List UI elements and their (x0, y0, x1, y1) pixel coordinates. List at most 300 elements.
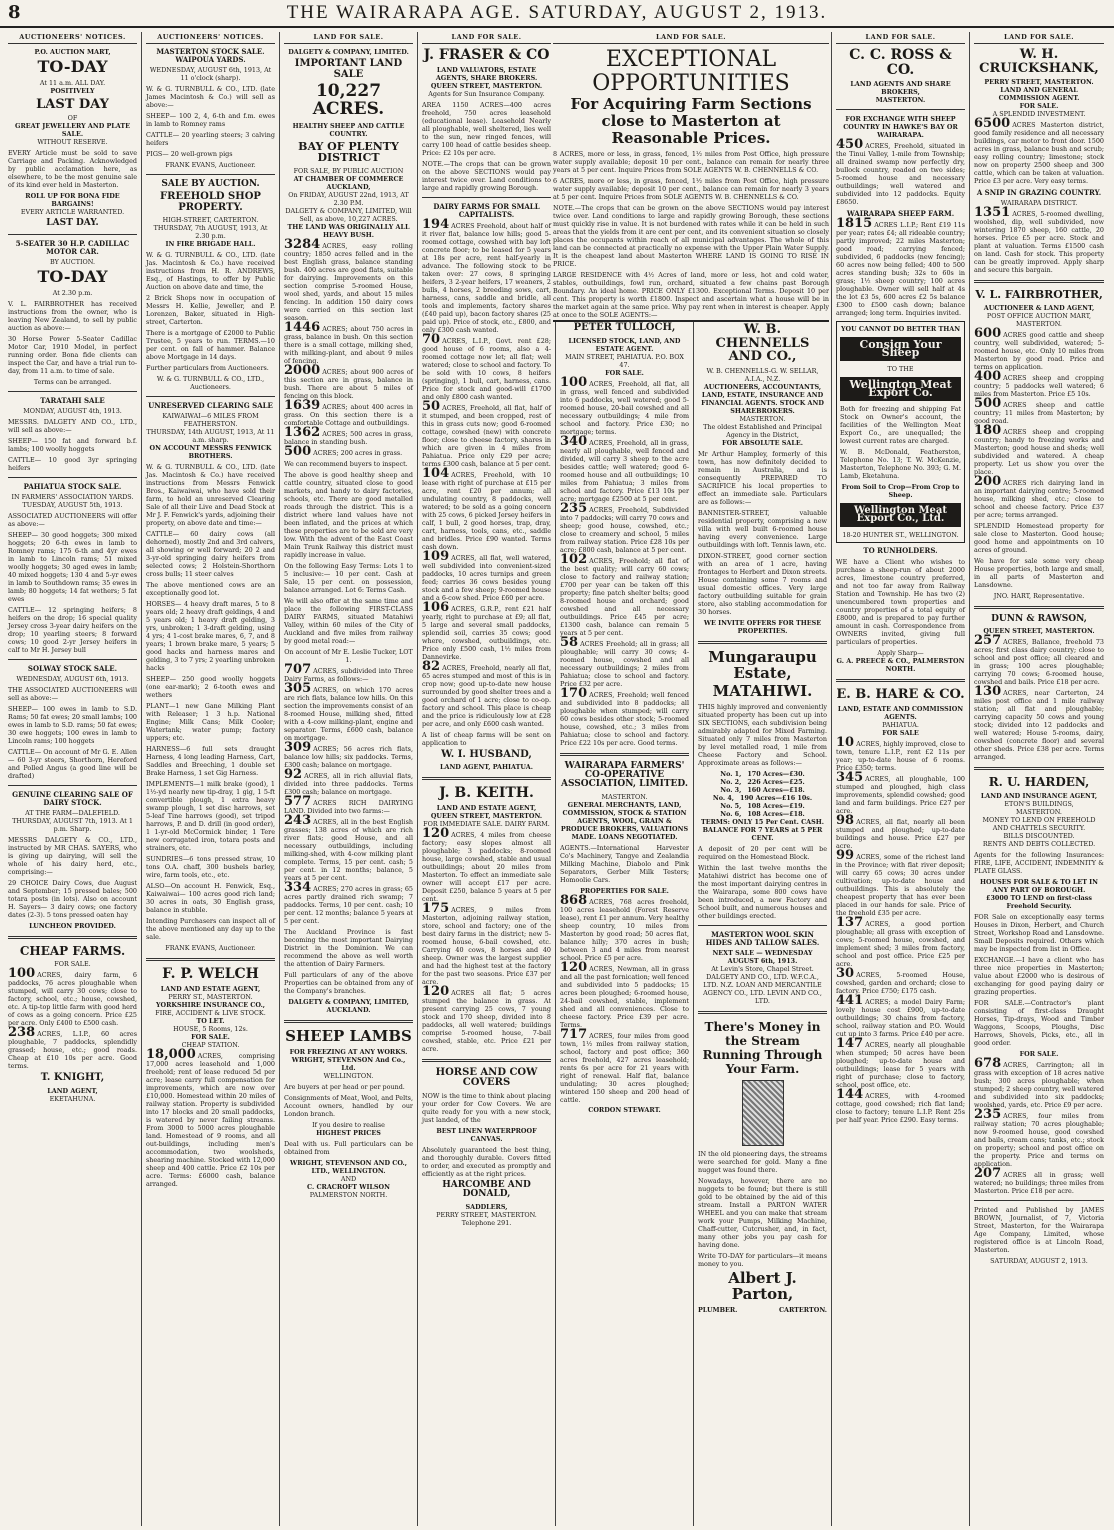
ad-body: NOTE.—The crops that can be grown on the above SECTIONS would pay interest twice over. Land conditions to large and rapidly growing Borough. (422, 159, 551, 192)
listing-text: ACRES, L.I.P., Govt. rent £28; good house of 6 rooms, also a 4-roomed cottage now let; all flat; well watered; close to school and factory. To be sold with 10 cows, 8 heifers (springing), 1 bull, cart, harness, cans. Price for stock and good-will £1700 and only £800 cash wanted. (422, 336, 551, 401)
listing (836, 993, 965, 1039)
ad-body: EVERY Article must be sold to save Carriage and Packing. Acknowledged by public acclamation here, as elsewhere, to be the most genuine sale of its kind ever held in Masterton. (8, 149, 137, 190)
listing (422, 658, 551, 728)
ad-footer (698, 1306, 827, 1314)
listing (284, 319, 413, 365)
acreage: 98 (836, 813, 855, 829)
acreage: 2000 (284, 362, 321, 378)
section-row (698, 810, 827, 818)
ad-heading: Albert J. Parton, (728, 1269, 797, 1303)
ad-body: W. & G. TURNBULL & CO., LTD. (late James Macintosh & Co.) will sell as above:— (146, 85, 275, 109)
ad-line: At Levin's Store, Chapel Street. (711, 965, 814, 974)
listing-text: ACRES, Freehold, all in grass, nearly all ploughable, well fenced and divided, will carry 3 sheep to the acre besides cattle; well watered; good 6-roomed house and all outbuildings; 10 miles from Pahiatua; 3 miles from school and factory. Price £13 10s per acre; mortgage £2500 at 5 per cent. (560, 438, 689, 503)
ad-line: IN FIRE BRIGADE HALL. (165, 240, 256, 249)
acreage: 70 (422, 331, 441, 347)
ad-line: AUCTIONEERS, ACCOUNTANTS, LAND, ESTATE, INSURANCE AND FINANCIAL AGENTS. STOCK AND SHAREBROKERS. (701, 382, 824, 415)
ad-line: WEDNESDAY, AUGUST 6th, 1913. (16, 674, 129, 683)
section-row (698, 778, 827, 786)
ad-body: Intending Purchasers can inspect all of the above mentioned any day up to the sale. (146, 917, 275, 942)
ad-line: LAND AGENTS AND SHARE BROKERS, (850, 80, 951, 97)
ad-heading: V. L. FAIRBROTHER, (975, 288, 1103, 302)
listings (560, 374, 689, 747)
ad-heading: R. U. HARDEN, (988, 775, 1090, 790)
listing (422, 331, 551, 401)
section-area-price: 170 Acres—£30. (747, 770, 805, 779)
acreage: 707 (284, 661, 312, 677)
wellington-meat-ad (836, 321, 965, 543)
ad-line: PLUMBER. (698, 1305, 738, 1314)
ad-body: AGENTS.—International Harvester Co's Machinery, Tangye and Zealandia Milking Machine, Diabolo and Pink Separators, Gerber Milk Testers; Homoolie Cars. (560, 843, 689, 884)
listing (422, 216, 551, 334)
listing (974, 633, 1104, 687)
listing (560, 551, 689, 637)
ad-body: 8 ACRES, more or less, in grass, fenced, 1½ miles from Post Office, high pressure water supply available; deposit 10 per cent., balance can remain for nearly three years at 5 per cent. Inquire Prices from SOLE AGENTS W. B. CHENNELLS & CO. (553, 150, 829, 174)
ad-heading: A SNIP IN GRAZING COUNTRY. (976, 188, 1102, 198)
acreage: 717 (560, 1026, 588, 1042)
ad-line: Apply Sharp— (877, 649, 924, 658)
ad-body: SUNDRIES—6 tons pressed straw, 10 tons O.A. chaff, 300 bushels barley, wire, farm tools, etc., etc. (146, 855, 275, 880)
listings (422, 825, 551, 1053)
ad-body: SHEEP— 250 good woolly hoggets (one ear-mark); 2 6-tooth ewes and wethers (146, 675, 275, 700)
listing-text: ACRES RICH DAIRYING LAND. Divided into two farms:— (284, 798, 413, 815)
listing-text: ACRES Freehold; all in grass; all ploughable; will carry 30 cows; 4-roomed house, cowshed and all necessary outbuildings; 2 miles from Pahiatua; close to school and factory. Price £32 per acre. (560, 639, 689, 688)
ad-line: QUEEN STREET, MASTERTON. (983, 627, 1095, 636)
ad-line: SADDLERS, (465, 1202, 508, 1211)
column-header: LAND FOR SALE. (422, 32, 551, 44)
acreage: 50 (422, 398, 441, 414)
ad-body: THIS highly improved and conveniently situated property has been cut up into SIX SECTIONS, each subdivision being admirably adapted for Mixed Farming. Situated only 7 miles from Masterton by level metalled road, 1 mile from Cheese Factory and School. Approximate areas as follows:— (698, 703, 827, 768)
listing-text: ACRES rich dairying land in an important dairying centre; 5-roomed house, milking shed, etc.; close to school and cheese factory. Price £37 per acre; terms arranged. (974, 478, 1104, 519)
ad-line: LAND, ESTATE AND COMMISSION AGENTS. (837, 705, 964, 722)
ad-heading: GENUINE CLEARING SALE OF DAIRY STOCK. (12, 789, 133, 807)
listing (836, 770, 965, 816)
ad-heading: MATAHIWI. (712, 682, 813, 701)
column-2 (142, 32, 280, 1526)
listings (560, 892, 689, 1104)
listing-text: ACRES; 270 acres in grass; 65 acres partly drained rich swamp; 7 paddocks. Terms, 10 per cent. cash; 10 per cent. 12 months; balance 5 years at 5 per cent. (284, 884, 413, 925)
ad-line: WAIRARAPA DISTRICT. (1000, 199, 1078, 208)
listing-text: ACRES, comprising 17,000 acres leasehold and 1,000 freehold; rent of lease reduced 5d per acre; lease carry full compensation for improvements, which are now over £10,000. Homestead within 20 miles of railway station. Property is subdivided into 17 blocks and 20 small paddocks, is watered by never failing streams. From 3000 to 5000 acres ploughable land. Homestead of 9 rooms, and all out-buildings, including men's accommodation, two woolsheds, shearing machine. Stocked with 12,000 sheep and 400 cattle. Price £2 10s per acre. Terms: £6000 cash, balance arranged. (146, 1052, 275, 1189)
divider (974, 280, 1104, 283)
ad-heading: IMPORTANT LAND SALE (294, 58, 403, 80)
listing-text: ACRES sheep and cropping country; 5 paddocks well watered; 6 miles from Masterton. Price £5 10s. (974, 373, 1104, 398)
listing-text: ACRES all in grass; well watered; no buildings; three miles from Masterton. Price £18 per acre. (974, 1170, 1104, 1195)
listing (560, 959, 689, 1029)
divider (8, 785, 137, 786)
column-3 (280, 32, 418, 1526)
ad-heading: J. FRASER & CO (423, 47, 550, 63)
ad-line: OF (67, 114, 78, 123)
ad-heading: CHEAP FARMS. (19, 943, 126, 958)
ad-heading: F. P. WELCH (162, 966, 259, 983)
ad-body: We can recommend buyers to inspect. (284, 459, 408, 468)
ad-heading: Wellington Meat Export Co., Ltd. (840, 503, 961, 527)
listing (422, 900, 551, 986)
ad-body: V. L. FAIRBROTHER has received instructions from the owner, who is leaving New Zealand, to sell by public auction as above:— (8, 299, 137, 332)
ad-line: BALANCE FOR 7 YEARS at 5 PER CENT. (702, 826, 823, 843)
divider (698, 1011, 827, 1014)
ad-body: LARGE RESIDENCE with 4½ Acres of land, more or less, hot and cold water, stables, outbuildings, fowl run, orchard, situated a few chains past Borough Boundary. An ideal home. PRICE ONLY £1300. Exceptional Terms. Deposit 10 per cent. This property is worth £1800. Inspect and ascertain what a house will be in the market again at the same price. Why pay rent when in interest is cheaper. Apply at once to the SOLE AGENTS:— (553, 271, 829, 319)
acreage: 100 (8, 966, 36, 982)
ad-body: The above is good healthy sheep and cattle country, situated close to good markets, and handy to dairy factories, schools, etc. There are good metalled roads through the district. This is a district where land values have not been inflated, and the prices at which these properties are to be sold are very low. With the advent of the East Coast Main Trunk Railway this district must rapidly increase in value. (284, 470, 413, 559)
listing (974, 325, 1104, 371)
listing (974, 116, 1104, 186)
acreage: 106 (422, 599, 450, 615)
ad-body: The Auckland Province is fast becoming the most important Dairying District in the Dominion. We can recommend the above as well worth the attention of Dairy Farmers. (284, 927, 413, 968)
ad-body: EXCHANGE.—I have a client who has three nice properties in Masterton; value about £2000 who is desirous of exchanging for good paying dairy or grazing properties. (974, 955, 1104, 996)
ad-heading: LAST DAY (36, 96, 109, 112)
ad-body: On the following Easy Terms: Lots 1 to 5 inclusive:— 10 per cent. Cash at Sale, 15 per cent. on possession, balance arranged. Lot 6: Terms Cash. (284, 561, 413, 594)
ad-heading: W. B. CHENNELLS AND CO., (715, 322, 810, 365)
listing-text: ACRES, four miles from good town, 1½ miles from railway station, school, factory and post office; 360 acres freehold, 427 acres leasehold; rents 6s per acre for 21 years with right of renewal. Half flat, balance undulating; 30 acres ploughed; wintered 150 sheep and 200 head of cattle. (560, 1031, 689, 1104)
listing (836, 813, 965, 851)
acreage: 600 (974, 325, 1002, 341)
acreage: 500 (284, 443, 312, 459)
ad-body: Absolutely guaranteed the best thing, and thoroughly durable. Covers fitted to order, and executed as promptly and efficiently as at the right prices. (422, 1145, 551, 1178)
ad-line: WRIGHT, STEVENSON And Co., Ltd. (291, 1055, 406, 1072)
ad-heading: MASTERTON STOCK SALE. WAIPOUA YARDS. (156, 47, 265, 64)
listing-text: ACRES, highly improved, close to town, tenure L.I.P., rent £2 11s per year; up-to-date house of 6 rooms. Price £350; terms. (836, 740, 965, 773)
listing (974, 368, 1104, 398)
ad-heading: T. KNIGHT, (40, 1072, 105, 1084)
acreage: 243 (284, 812, 312, 828)
column-header: AUCTIONEERS' NOTICES. (8, 32, 137, 44)
acreage: 235 (974, 1106, 1002, 1122)
ad-body: CATTLE— 12 springing heifers; 8 heifers on the drop; 16 special quality Jersey cross 3-year dairy heifers on the drop; 10 yearling steers; 8 forward cows; 10 good 2-yr Jersey heifers in calf to Mr H. Jersey bull (8, 605, 137, 654)
listing (284, 812, 413, 882)
ad-line: MAIN STREET, PAHIATUA. P.O. BOX 47. (565, 352, 684, 369)
listing (974, 1165, 1104, 1195)
listing-text: ACRES; about 400 acres in grass. On this section there is a comfortable Cottage and outbuildings. (284, 402, 413, 427)
ad-line: HOUSES FOR SALE & TO LET IN ANY PART OF BOROUGH. (979, 877, 1099, 894)
ad-body: AREA 1150 ACRES—400 acres freehold, 750 acres leasehold (educational lease). Leasehold Nearly all ploughable, well sheltered, lies well to the sun, new ringed fences, will carry 100 head of cattle besides sheep. Price: £2 10s per acre. (422, 100, 551, 157)
ad-body: CATTLE— 60 dairy cows (all dehorned), mostly 2nd and 3rd calvers, all showing or well forward; 20 2 and 3-yr-old springing dairy heifers from selected cows; 2 Holstein-Shorthorn cross bulls; 11 steer calves (146, 530, 275, 579)
listing (974, 1055, 1104, 1109)
divider (422, 197, 551, 198)
acreage: 175 (422, 900, 450, 916)
listing-text: ACRES, Freehold, nearly all flat, 65 acres stumped and most of this is in crop now; good up-to-date new house surrounded by good shelter trees and a good orchard of 1 acre; close to co-op. factory and school. This place is cheap and the price is ridiculously low at £28 per acre, and only £600 cash wanted. (422, 663, 551, 728)
section-number: No. 4, (712, 794, 734, 803)
ad-body: Full particulars of any of the above Properties can be obtained from any of the Company's branches. (284, 970, 413, 995)
listing (836, 915, 965, 969)
ad-line: From Soil to Crop—From Crop to Sheep. (841, 483, 960, 500)
acreage: 1362 (284, 424, 321, 440)
ad-line: EVERY ARTICLE WARRANTED. (20, 208, 125, 217)
listing-text: ACRES Masterton district, good family residence and all necessary buildings, car motor to front door. 1500 acres in grass, balance bush and scrub; easy rolling country; limestone; stock now on property 2500 sheep and 300 cattle, which can be taken at valuation. Price £3 per acre. Very easy terms. (974, 121, 1104, 186)
ad-line: TUESDAY, AUGUST 5th, 1913. (22, 500, 123, 509)
ad-line: 18-20 HUNTER ST., WELLINGTON. (842, 531, 959, 540)
acreage: 257 (974, 633, 1002, 649)
ad-line: AT CHAMBER OF COMMERCE AUCKLAND, (293, 174, 404, 191)
listing (974, 684, 1104, 762)
ad-line: FOR IMMEDIATE SALE. DAIRY FARM. (423, 819, 550, 828)
listing-text: ACRES, all flat, nearly all been stumped and ploughed; up-to-date buildings and house. Price £27 per acre. (836, 818, 965, 851)
ad-line: LUNCHEON PROVIDED. (29, 921, 116, 930)
figure-illustration (742, 1080, 784, 1146)
divider (422, 1059, 551, 1062)
listing-text: ACRES, Freehold, all flat, all in grass, well fenced and subdivided into 6 paddocks, well watered; good 5-roomed house, 20-bail cowshed and all necessary outbuildings; 4 mile from school and factory. Price £30; no mortgage; terms. (560, 379, 689, 436)
ad-line: FOR ABSOLUTE SALE. (722, 438, 803, 447)
acreage: 137 (836, 915, 864, 931)
divider (836, 679, 965, 682)
ad-body: SHEEP— 100 ewes in lamb to S.D. Rams; 50 fat ewes; 20 small lambs; 100 ewes in lamb to S.D. rams; 50 fat ewes; 30 ewe hoggets; 100 ewes in lamb to Lincoln rams; 100 hoggets (8, 704, 137, 745)
listing-text: ACRES L.I.P.; Rent £19 11s per year; rates £4; all rideable country; partly improved; 22 miles Masterton; good road; carrying fenced; subdivided, 6 paddocks (new fencing); 60 acres now being felled; 400 to 500 acres standing bush; 32s to 60s in grass; 1½ sheep country; 100 acres ploughable. Owner will sell half at 4s the lot £3 5s, 600 acres £2 5s balance £300 to £500 cash down; balance arranged; long term. Inquiries invited. (836, 221, 965, 318)
ad-body: ASSOCIATED AUCTIONEERS will offer as above:— (8, 511, 137, 528)
ad-heading: Consign Your Sheep (840, 337, 961, 361)
ad-heading: TO RUNHOLDERS. (863, 546, 938, 556)
ad-heading: TARATAHI SALE (40, 395, 105, 405)
ad-heading: W. H. CRUICKSHANK, (979, 47, 1099, 76)
listing (422, 548, 551, 602)
page-number: 8 (8, 2, 21, 23)
ad-heading: Wellington Meat Export Co. (840, 377, 961, 401)
ad-body: Are buyers at per head or per pound. (284, 1082, 405, 1091)
listing (560, 500, 689, 554)
ad-line: CARTERTON. (778, 1305, 827, 1314)
listing-text: ACRES; 200 acres in grass. (313, 448, 403, 457)
listing-text: ACRES; 500 acres in grass, balance in standing bush. (284, 429, 413, 446)
listing-text: ACRES, Freehold, Subdivided into 7 paddocks; will carry 70 cows and sheep; good house, cowshed, etc.; close to creamery and school, 5 miles from railway station. Price £28 10s per acre; £800 cash, balance at 5 per cent. (560, 505, 689, 554)
acreage: 82 (422, 658, 441, 674)
listing (836, 1087, 965, 1125)
divider (8, 234, 137, 235)
listing (836, 137, 965, 207)
section-number: No. 2, (720, 778, 742, 787)
acreage: 1351 (974, 205, 1011, 221)
acreage: 450 (836, 137, 864, 153)
listing (284, 739, 413, 769)
acreage: 577 (284, 793, 312, 809)
ad-line: FOR EXCHANGE WITH SHEEP COUNTRY IN HAWKE'S BAY OR WAIRARAPA. (843, 115, 958, 140)
ad-line: £3000 TO LEND on first-class Freehold Security. (986, 893, 1092, 910)
listing (974, 1106, 1104, 1168)
listing-text: ACRES, Freehold, with 10 lease with right of purchase at £15 per acre, rent £20 per annum; all undulating country, 8 paddocks, well watered; to be sold as a going concern with 25 cows, 6 picked Jersey heifers in calf, 1 bull, 2 good horses, trap, dray, cart, harness, tools, cans, etc., saddle and bridles. Price £90 wanted. Terms cash down. (422, 470, 551, 551)
section-area-price: 226 Acres—£25. (747, 778, 805, 787)
listing (284, 680, 413, 742)
ad-body: NOTE.—The crops that can be grown on the above SECTIONS would pay interest twice over. Land conditions to large and rapidly growing Borough, these sections must quickly rise in value. It is not burdened with rates while it can be held in such areas that the yields from it are cent per cent, and its convenient situation so closely places the occupants within reach of all municipal advantages. The whole of this land can be connected at practically no expense with the Upper Plain Water Supply. It is the cheapest land about Masterton WHERE LAND IS GOING TO RISE IN PRICE. (553, 204, 829, 268)
listing (422, 465, 551, 551)
listings (974, 325, 1104, 519)
column-7 (832, 32, 970, 1526)
ad-line: DALGETY & COMPANY, LIMITED. (288, 48, 409, 56)
listing (560, 634, 689, 688)
ad-body: IMPLEMENTS—1 milk brake (good), 1 1½-yd nearly new tip-dray, 1 gig, 1 5-ft convertible plough, 1 extra heavy swamp plough, 1 set disc harrows, set 5-leaf Tine harrows (good), set tripod harrows, P. and D. drill (in good order), 1 1-yr-old McCormick binder, 1 Tere new corrugated iron, totara posts and strainers, etc. (146, 780, 275, 853)
listing (146, 1047, 275, 1189)
ad-body: SPLENDID Homestead property for sale close to Masterton. Good house; good home and appointments on 10 acres of ground. (974, 521, 1104, 554)
ad-line: POSITIVELY (50, 86, 95, 95)
listing (836, 216, 965, 318)
ad-line: RENTS AND DEBTS COLLECTED. (982, 839, 1096, 848)
ad-body: THE ASSOCIATED AUCTIONEERS will sell as above:— (8, 685, 137, 702)
ad-line: HIGHEST PRICES (316, 1128, 381, 1137)
ad-line: LAND AGENT, (47, 1086, 98, 1095)
listing-text: ACRES, 5-roomed House, cowshed, garden and orchard; close to factory. Price £750; £175 cash. (836, 971, 965, 996)
ad-line: WE INVITE OFFERS FOR THESE PROPERTIES. (703, 618, 822, 635)
listing (284, 766, 413, 796)
listing-text: ACRES, Freehold; all flat of the best quality; will carry 60 cows; close to factory and railway station; £700 per year can be taken off this property; fine patch shelter belts; good 8-roomed house and orchard; good cowshed and all necessary outbuildings. Price £45 per acre; £1300 cash, balance can remain 5 years at 5 per cent. (560, 556, 689, 637)
listing-text: ACRES, 9 miles from Masterton, adjoining railway station, store, school and factory; one of the best dairy farms in the district; new 5-roomed house, 6-bail cowshed, etc. Carrying 40 cows, 8 horses and 40 sheep. Owner was the largest supplier and had the highest test at the factory for the past two seasons. Price £37 per acre. (422, 905, 551, 986)
ad-body: FOR SALE.—Contractor's plant consisting of first-class Draught Horses, Tip-drays, Wood and Timber Waggons, Scoops, Ploughs, Disc Harrows, Shovels, Picks, etc., all in good order. (974, 998, 1104, 1047)
section-number: No. 1, (720, 770, 742, 779)
ad-line: BY AUCTION. (50, 257, 95, 266)
column-1 (4, 32, 142, 1526)
ad-heading: TO-DAY (37, 266, 108, 286)
ad-line: FOR SALE. (605, 368, 644, 377)
listing-text: ACRES, with 4-roomed cottage, good cowshed; rich flat land; close to factory; tenure L.I.P. Rent 25s per half year. Price £290. Easy terms. (836, 1092, 965, 1125)
listings (974, 116, 1104, 186)
column-header: AUCTIONEERS' NOTICES. (146, 32, 275, 44)
ad-line: MASTERTON. (739, 414, 786, 423)
listing-text: ACRES, 768 acres freehold, 100 acres leasehold (Forest Reserve lease), rent £1 per annum. Very healthy sheep country, 10 miles from Masterton by good road; 50 acres flat, balance hilly; 370 acres in bush; between 3 and 4 miles from nearest school. Price £5 per acre. (560, 897, 689, 962)
ad-line: On FRIDAY, AUGUST 22nd, 1913, AT 2.30 P.M. (288, 190, 409, 207)
listing-text: ACRES; a model Dairy Farm; lovely house cost £900, up-to-date outbuildings; 30 chains from factory, school, railway station and P.O. Would cut up into 3 farms. Price £40 per acre. (836, 998, 965, 1039)
listings (974, 205, 1104, 275)
ad-line: THURSDAY, 14th AUGUST, 1913, At 11 a.m. sharp. (146, 428, 275, 445)
acreage: 200 (974, 473, 1002, 489)
ad-body: W. B. McDonald, Featherston, Telephone No. 13; T. W. McKenzie, Masterton, Telephone No. 393; G. M. Lamb, Eketahuna. (840, 448, 961, 481)
listing-text: ACRES, dairy farm, 6 paddocks, 76 acres ploughable when stumped, will carry 30 cows; close to factory, school, etc.; house, cowshed, etc. A tip-top little farm with good herd of cows as a going concern. Price £25 per acre. Only £400 to £500 cash. (8, 971, 137, 1028)
ad-body: 6 ACRES, more or less, in grass, fenced, 1½ miles from Post Office, high pressure water supply available; deposit 10 per cent., balance can remain for nearly 3 years at 5 per cent. Inquire Prices from SOLE AGENTS W. B. CHENNELLS & CO. (553, 177, 829, 201)
listing (560, 685, 689, 747)
column-header: LAND FOR SALE. (974, 32, 1104, 44)
listing-text: ACRES, easy rolling country; 1850 acres felled and in the best English grass, balance standing bush. 400 acres are good flats, suitable for dairying. Improvements on this section comprise 5-roomed House, wool shed, yards, and about 15 miles fencing. In addition 150 dairy cows were carried on this section last season. (284, 241, 413, 322)
listing-text: ACRES, G.R.P., rent £21 half yearly, right to purchase at £9; all flat, 5 large and several small paddocks, splendid soil, carries 35 cows; good where, cowshed, outbuildings, etc. Price only £500 cash, 1½ miles from Dannevirke. (422, 604, 551, 661)
ad-line: FIRE, ACCIDENT & LIVE STOCK. (155, 1009, 266, 1018)
listing (974, 205, 1104, 275)
ad-body: We have for sale some very cheap House properties, both large and small, in all parts of Masterton and Lansdowne. (974, 556, 1104, 589)
ad-line: FOR SALE. (54, 960, 91, 969)
acreage: 92 (284, 766, 303, 782)
divider (422, 777, 551, 780)
column-4 (418, 32, 556, 1526)
ad-line: FOR SALE. (1019, 102, 1059, 111)
acreage: 58 (560, 634, 579, 650)
acreage: 104 (422, 465, 450, 481)
ad-line: WRIGHT, STEVENSON AND CO., LTD., WELLINGTON. (290, 1158, 407, 1175)
ad-heading: TO-DAY (37, 57, 108, 76)
ad-line: PERRY STREET, MASTERTON. (436, 1210, 537, 1219)
ad-line: PALMERSTON NORTH. (309, 1190, 388, 1199)
acreage: 334 (284, 879, 312, 895)
divider (146, 958, 275, 961)
listing-text: ACRES; about 900 acres of this section are in grass, balance in bush. There are about 5 miles of fencing on this block. (284, 367, 413, 400)
ad-body: MESSRS DALGETY & CO., LTD., instructed by MR CHAS. SAYERS, who is giving up dairying, will sell the whole of his dairy herd, etc., comprising:— (8, 835, 137, 876)
listing-text: ACRES, nearly all ploughable when stumped; 50 acres have been ploughed; up-to-date house and outbuildings; lease for 5 years with right of purchase; close to factory, school, post office, etc. (836, 1041, 965, 1090)
section-row (698, 786, 827, 794)
divider (974, 767, 1104, 770)
ad-body: FOR Sale on exceptionally easy terms Houses in Dixon, Herbert, and Church Street, Workshop Road and Lansdowne. Small Deposits required. Others which may be inspected from list in Office. (974, 912, 1104, 953)
listings (974, 633, 1104, 762)
ad-line: FOR SALE, BY PUBLIC AUCTION (293, 166, 404, 175)
divider (146, 396, 275, 397)
ad-body: SHEEP— 100 2, 4, 6-th and f.m. ewes in lamb to Romney rams (146, 112, 275, 128)
ad-heading: MASTERTON WOOL SKIN HIDES AND TALLOW SALES. (705, 930, 820, 948)
ad-body: WE have a Client who wishes to purchase a sheep-run of about 2000 acres, limestone country preferred, and not too far away from Railway Station and Township. He has two (2) unencumbered town properties and country properties of a total equity of £8000, and is prepared to pay further amount in cash. Correspondence from OWNERS invited, giving full particulars of properties. (836, 558, 965, 647)
ad-line: AT THE FARM—DALEFIELD. (25, 808, 120, 817)
ad-line: TERMS: ONLY 15 Per Cent. CASH. (700, 818, 825, 827)
listing-text: ACRES, all flat, well watered, well subdivided into convenient-sized paddocks, 10 acres turnips and green feed; carries 36 cows besides young stock and a few sheep; 9-roomed house and a 6-cow shed. Price £60 per acre. (422, 553, 551, 602)
acreage: 120 (422, 825, 450, 841)
ad-heading: SHEEP LAMBS (285, 1026, 412, 1045)
ad-body: 29 CHOICE Dairy Cows, due August and September; 15 pressed bales; 500 totara posts (in lots). Also on account H. Sayers— 3 dairy cows; one factory dates (2-3). 5 tons pressed oaten hay (8, 878, 137, 919)
acreage: 99 (836, 848, 855, 864)
ad-body: 30 Horse Power 5-Seater Cadillac Motor Car, 1910 Model, in perfect running order. Bona fide clients can inspect the Car, and have a trial run to-day, from 11 a.m. to time of sale. (8, 334, 137, 375)
listing-text: ACRES sheep and cattle country; 11 miles from Masterton; by good road. (974, 400, 1104, 425)
ad-heading: SOLWAY STOCK SALE. (27, 663, 118, 673)
ad-line: KAIWAIWAI—6 MILES FROM FEATHERSTON. (162, 412, 259, 429)
ad-line: LAND VALUATORS, ESTATE AGENTS, SHARE BROKERS. (435, 65, 538, 82)
listing (836, 848, 965, 918)
ad-line: AND (340, 1174, 357, 1183)
acreage: 130 (974, 684, 1002, 700)
ad-body: Deal with us. Full particulars can be obtained from (284, 1139, 413, 1156)
section-area-price: 108 Acres—£18. (747, 810, 805, 819)
ad-body: DIXON-STREET, good corner section with an area of 1 acre, having frontages to Herbert and Dixon streets. House containing some 7 rooms and usual domestic offices. Very large factory outbuilding suitable for grain store, also stabling accommodation for 30 horses. (698, 551, 827, 616)
listings (284, 661, 413, 925)
listing-text: ACRES, 5-roomed dwelling, woolshed, dip, well subdivided, now wintering 1870 sheep, 160 cattle, 20 horses. Price £5 per acre. Stock and plant at valuation. Terms £1500 cash on land. Cash for stock. This property can be greatly improved. Apply sharp and secure this bargain. (974, 210, 1104, 275)
ad-line: G. A. PREECE & CO., PALMERSTON NORTH. (836, 657, 965, 674)
acreage: 100 (560, 374, 588, 390)
listing-text: ACRES, Freehold, situated in the Tinui Valley, 1-mile from Township; all drained swamp now perfectly dry, bullock country, roaded on two sides; 5-roomed house and necessary outbuildings; well watered and subdivided into 12 paddocks. Equity £8650. (836, 142, 965, 207)
listing (422, 983, 551, 1053)
section-row (698, 802, 827, 810)
ad-body: ALSO—On account H. Fenwick, Esq., Kaiwaiwai— 100 acres good rich land; 30 acres in oats, 30 English grass, balance in stubble. (146, 882, 275, 915)
ad-heading: Mungaraupu Estate, (708, 647, 817, 682)
ad-heading: FREEHOLD SHOP PROPERTY. (160, 191, 261, 213)
acreage: 1815 (836, 216, 873, 232)
ad-line: THURSDAY, AUGUST 7th, 1913. At 1 p.m. Sharp. (12, 816, 133, 833)
divider (8, 477, 137, 478)
ad-line: PROPERTIES FOR SALE. (580, 886, 669, 895)
acreage: 400 (974, 368, 1002, 384)
ad-line: THURSDAY, 7th AUGUST, 1913, At 2.30 p.m. (153, 224, 268, 241)
wide-advertisement (553, 32, 829, 322)
ad-line: HIGH-STREET, CARTERTON. (162, 216, 259, 225)
ad-line: DALGETY & COMPANY, LIMITED, AUCKLAND. (288, 997, 409, 1014)
divider (8, 936, 137, 939)
ad-heading: 5-SEATER 30 H.P. CADILLAC MOTOR CAR. (15, 238, 130, 256)
ad-line: NEXT SALE — WEDNESDAY AUGUST 6th, 1913. (712, 949, 813, 966)
ad-line: AUCTIONEER & LAND AGENT, (983, 303, 1095, 312)
listing (422, 599, 551, 661)
ad-line: W. B. CHENNELLS-G. W. SELLAR, A.I.A., N.Z. (706, 366, 819, 383)
ad-body: SHEEP— 150 fat and forward b.f. lambs; 100 woolly hoggets (8, 436, 137, 453)
ad-line: JNO. HART, Representative. (993, 591, 1085, 600)
acreage: 30 (836, 966, 855, 982)
acreage: 18,000 (146, 1047, 196, 1063)
ad-heading: 10,227 ACRES. (312, 81, 385, 119)
ad-line: MASTERTON. (1016, 807, 1062, 816)
ad-line: C. CRACROFT WILSON (307, 1182, 390, 1191)
listing-text: ACRES, all in rich alluvial flats, divided into three paddocks. Terms £300 cash; balance on mortgage. (284, 771, 413, 796)
ad-line: TO THE (887, 365, 914, 374)
acreage: 147 (836, 1036, 864, 1052)
listing-text: ACRES, 4 miles from cheese factory; easy slopes almost all ploughable; 3 paddocks; 8-roomed house, large cowshed, stable and usual outbuildings; about 20 miles from Masterton. To effect an immediate sale owner will accept £17 per acre. Deposit £250, balance 5 years at 5 per cent. (422, 830, 551, 903)
divider (560, 753, 689, 756)
listing (974, 395, 1104, 425)
ad-line: P.O. AUCTION MART, (34, 48, 111, 56)
ad-heading: SALE BY AUCTION. (161, 179, 260, 189)
ad-heading: WAIRARAPA SHEEP FARM. (846, 209, 955, 219)
column-header: LAND FOR SALE. (553, 32, 829, 44)
section-row (698, 770, 827, 778)
listing-text: ACRES, near Carterton, 24 miles post office and 1 mile railway station; all flat and ploughable; carrying capacity 50 cows and young stock; divided into 12 paddocks and well watered; House 5-rooms, dairy, cowshed (concrete floor) and several other sheds. Price £38 per acre. Terms arranged. (974, 689, 1104, 762)
masthead (0, 0, 1114, 28)
listing (8, 1025, 137, 1071)
listing-text: ACRES, subdivided into Three Dairy Farms, as follows:— (284, 666, 413, 683)
acreage: 678 (974, 1055, 1002, 1071)
ad-line: THE LAND WAS ORIGINALLY ALL HEAVY BUSH. (287, 222, 410, 239)
